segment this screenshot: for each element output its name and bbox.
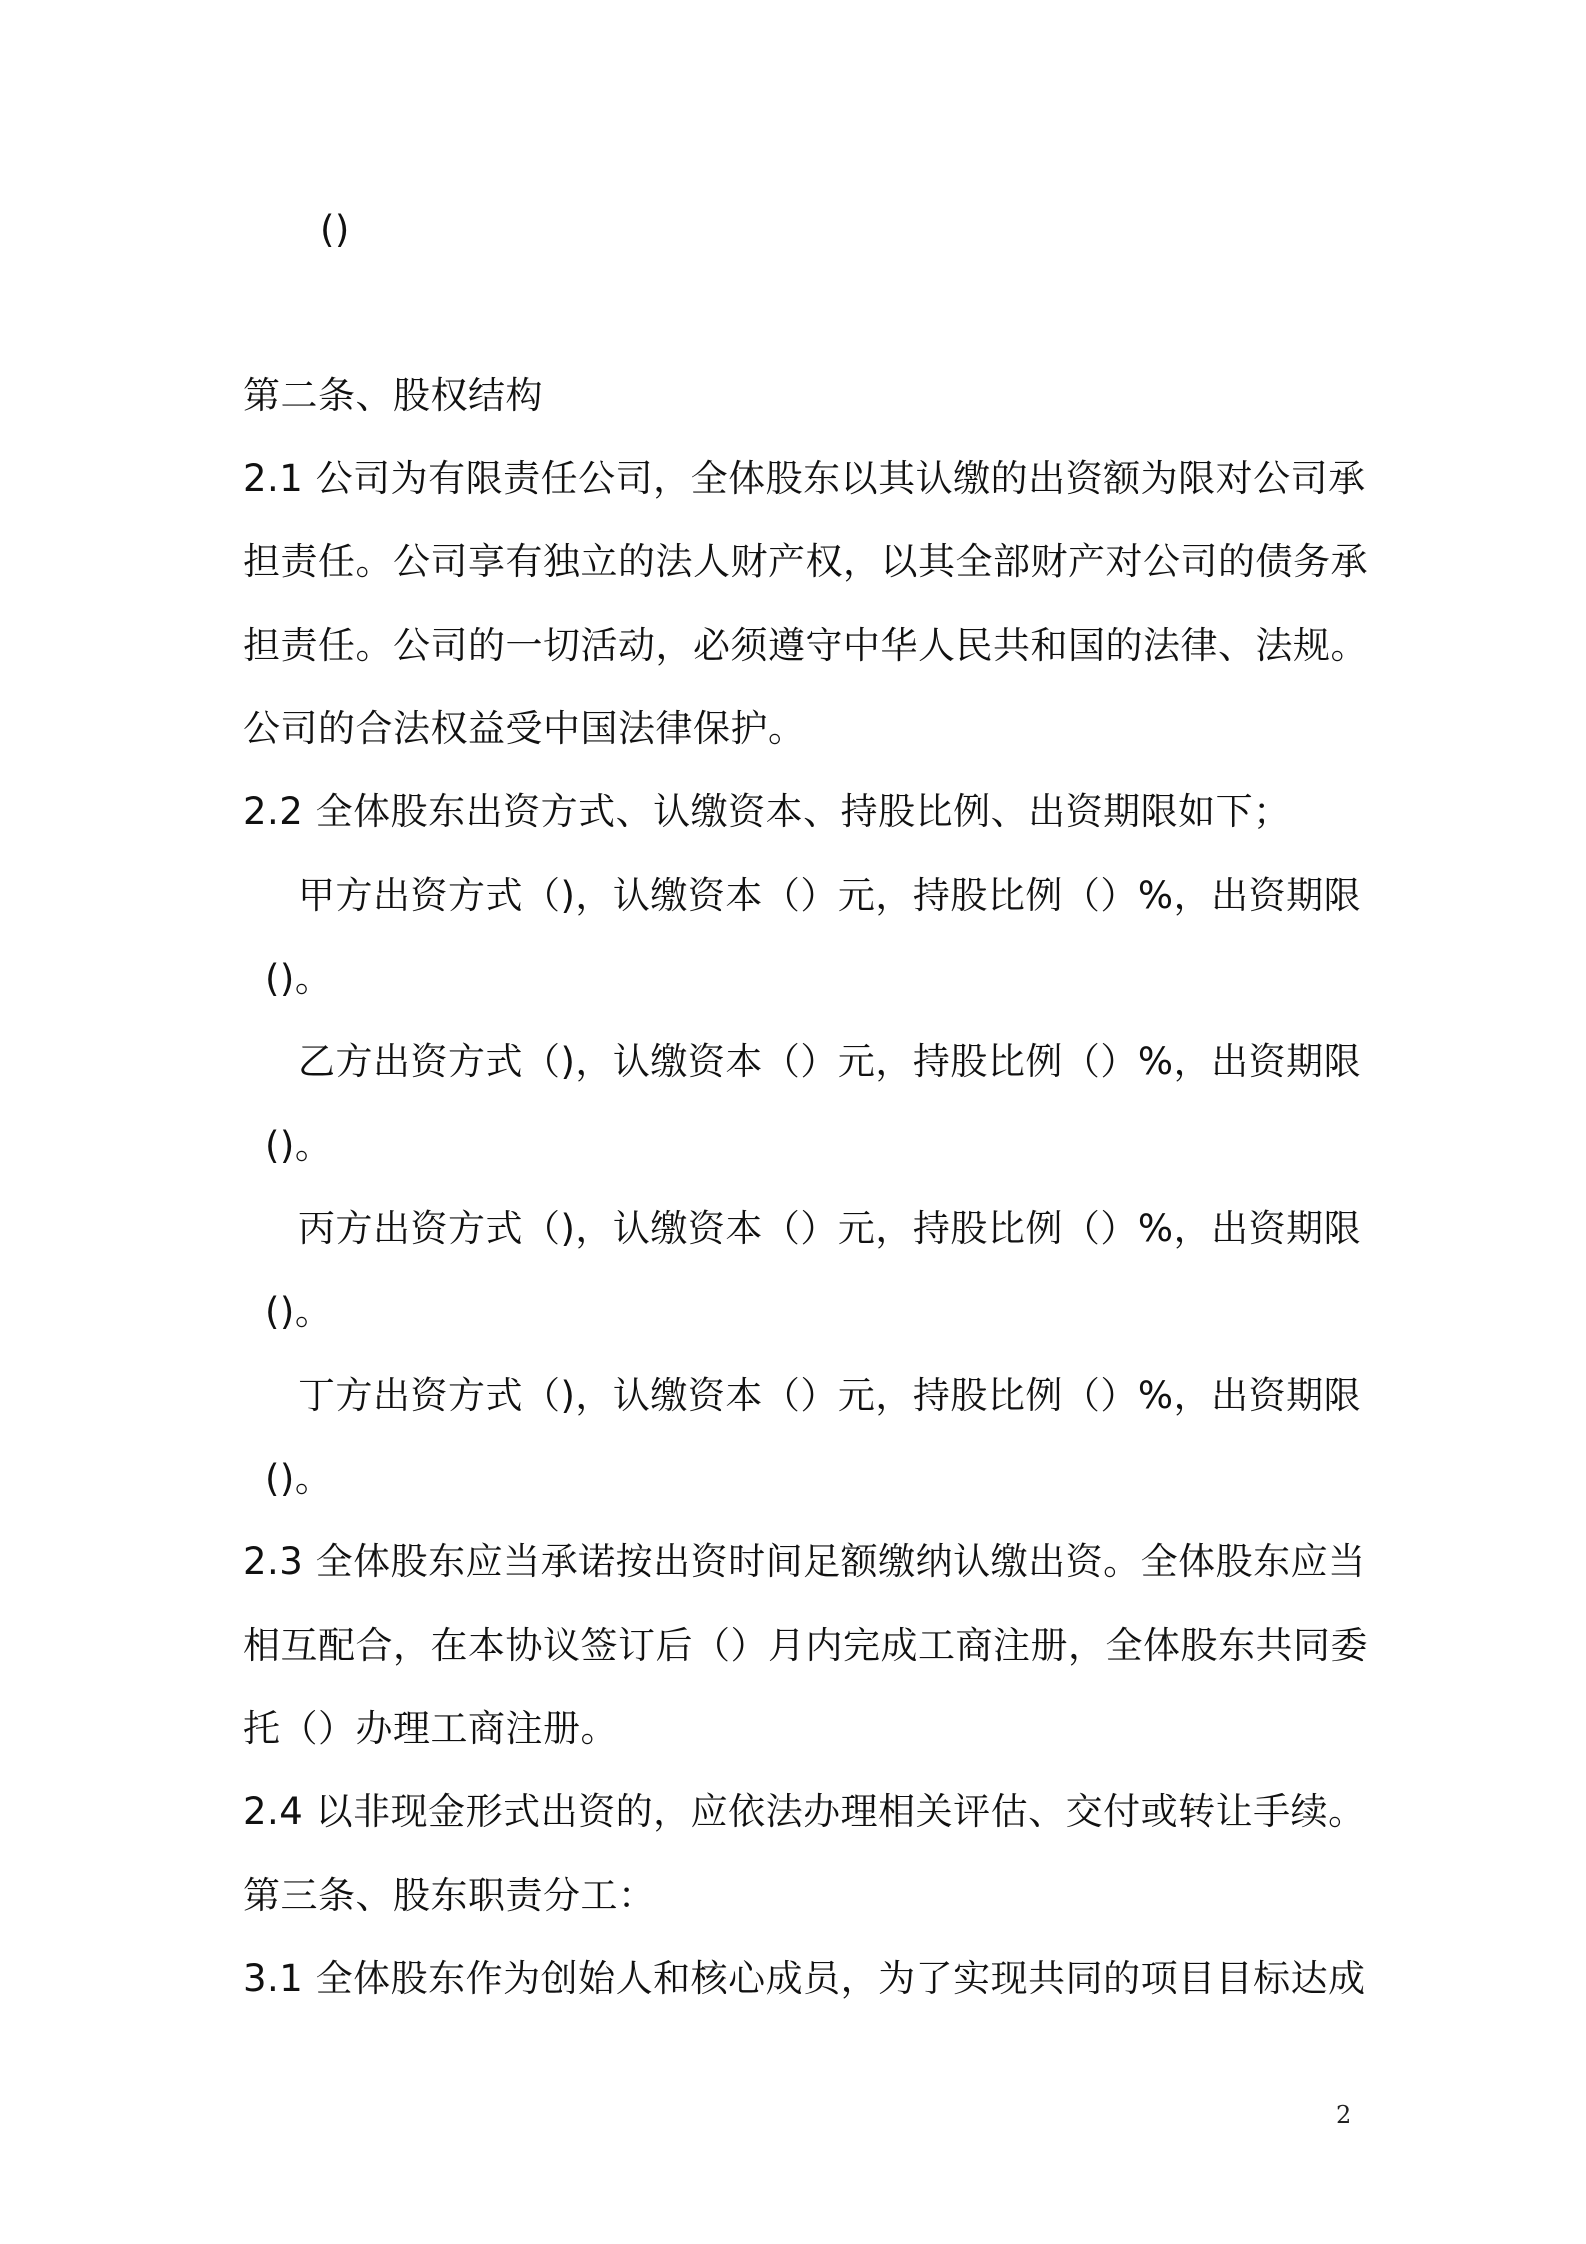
party-a-contribution-line: 甲方出资方式（)，认缴资本（）元，持股比例（）%，出资期限 — [298, 874, 1362, 917]
clause-2-2-line-1: 2.2 全体股东出资方式、认缴资本、持股比例、出资期限如下； — [243, 790, 1291, 833]
clause-3-1-line-1: 3.1 全体股东作为创始人和核心成员，为了实现共同的项目目标达成 — [243, 1957, 1366, 2000]
party-b-term-line: ()。 — [265, 1124, 333, 1167]
party-a-term-line: ()。 — [265, 957, 333, 1000]
party-c-term-line: ()。 — [265, 1290, 333, 1333]
article-3-heading: 第三条、股东职责分工： — [243, 1874, 656, 1917]
clause-2-1-line-3: 担责任。公司的一切活动，必须遵守中华人民共和国的法律、法规。 — [243, 624, 1368, 667]
clause-2-4-line-1: 2.4 以非现金形式出资的，应依法办理相关评估、交付或转让手续。 — [243, 1790, 1366, 1833]
article-2-heading: 第二条、股权结构 — [243, 374, 543, 417]
blank-placeholder-line: () — [320, 208, 350, 251]
clause-2-3-line-1: 2.3 全体股东应当承诺按出资时间足额缴纳认缴出资。全体股东应当 — [243, 1540, 1366, 1583]
clause-2-1-line-2: 担责任。公司享有独立的法人财产权，以其全部财产对公司的债务承 — [243, 540, 1368, 583]
party-c-contribution-line: 丙方出资方式（)，认缴资本（）元，持股比例（）%，出资期限 — [298, 1207, 1362, 1250]
party-b-contribution-line: 乙方出资方式（)，认缴资本（）元，持股比例（）%，出资期限 — [298, 1040, 1362, 1083]
page-number: 2 — [1336, 2101, 1352, 2129]
party-d-contribution-line: 丁方出资方式（)，认缴资本（）元，持股比例（）%，出资期限 — [298, 1374, 1362, 1417]
party-d-term-line: ()。 — [265, 1457, 333, 1500]
clause-2-3-line-3: 托（）办理工商注册。 — [243, 1707, 618, 1750]
clause-2-3-line-2: 相互配合，在本协议签订后（）月内完成工商注册，全体股东共同委 — [243, 1624, 1368, 1667]
clause-2-1-line-1: 2.1 公司为有限责任公司，全体股东以其认缴的出资额为限对公司承 — [243, 457, 1366, 500]
clause-2-1-line-4: 公司的合法权益受中国法律保护。 — [243, 707, 806, 750]
